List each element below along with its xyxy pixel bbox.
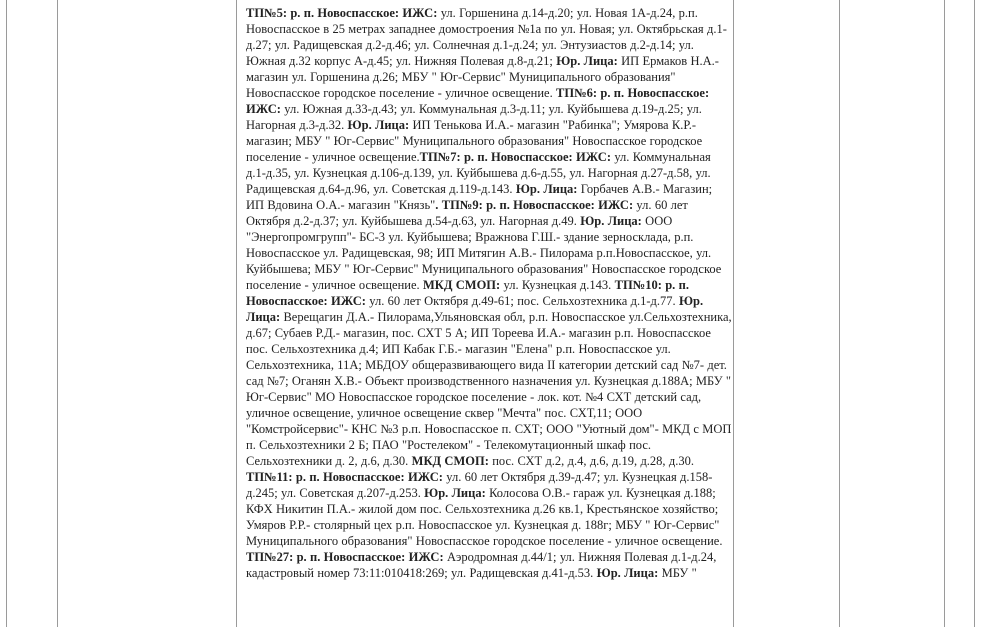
body-text: пос. СХТ д.2, д.4, д.6, д.19, д.28, д.30. xyxy=(488,454,694,468)
body-text: ул. Горшенина д.14-д.20; ул. Новая 1А-д.24, р.п. Новоспасское в 25 метрах западнее домостроения №1а по ул. Новая; ул. Октябрьская д.1-д.27; ул. Радищевская д.2-д.46; ул. Солнечная д.1-д.24; ул. Энтузиастов д.2-д.14; ул. Южная д.32 корпус А-д.45; ул. Нижняя Полевая д.8-д.21; xyxy=(246,6,727,68)
body-text: Горбачев А.В.- Магазин; ИП Вдовина О.А.- магазин "Князь" xyxy=(246,182,713,212)
table-border-right xyxy=(974,0,975,627)
body-text: Аэродромная д.44/1; ул. Нижняя Полевая д.1-д.24, кадастровый номер 73:11:010418:269; ул. Радищевская д.41-д.53. xyxy=(246,550,717,580)
bold-heading-text: ТП№27: р. п. Новоспасское: ИЖС: xyxy=(246,550,444,564)
table-column-divider xyxy=(944,0,945,627)
body-text: ул. 60 лет Октября д.49-61; пос. Сельхозтехника д.1-д.77. xyxy=(365,294,679,308)
body-text: ул. Южная д.33-д.43; ул. Коммунальная д.3-д.11; ул. Куйбышева д.19-д.25; ул. Нагорная д.3-д.32. xyxy=(246,102,702,132)
table-column-divider xyxy=(236,0,237,627)
body-text: Колосова О.В.- гараж ул. Кузнецкая д.188; КФХ Никитин П.А.- жилой дом пос. Сельхозтехника д.26 кв.1, Крестьянское хозяйство; Умяров Р.Р.- столярный цех р.п. Новоспасское ул. Кузнецкая д. 188г; МБУ " Юг-Сервис" Муниципального образования" Новоспасское городское поселение - уличное освещение. xyxy=(246,486,723,548)
bold-heading-text: Юр. Лица: xyxy=(596,566,659,580)
table-column-divider xyxy=(839,0,840,627)
bold-heading-text: МКД СМОП: xyxy=(411,454,489,468)
bold-heading-text: ТП№10: р. п. Новоспасское: ИЖС: xyxy=(246,278,689,308)
bold-heading-text: Юр. Лица: xyxy=(556,54,618,68)
table-border-left xyxy=(6,0,7,627)
bold-heading-text: ТП№7: р. п. Новоспасское: ИЖС: xyxy=(419,150,611,164)
bold-heading-text: ТП№6: р. п. Новоспасское: ИЖС: xyxy=(246,86,710,116)
body-text: ИП Тенькова И.А.- магазин "Рабинка"; Умярова К.Р.- магазин; МБУ " Юг-Сервис" Муниципального образования" Новоспасское городское поселение - уличное освещение. xyxy=(246,118,703,164)
bold-heading-text: ТП№5: р. п. Новоспасское: ИЖС: xyxy=(246,6,438,20)
bold-heading-text: МКД СМОП: xyxy=(422,278,501,292)
table-column-divider xyxy=(733,0,734,627)
table-column-divider xyxy=(57,0,58,627)
bold-heading-text: ТП№11: р. п. Новоспасское: ИЖС: xyxy=(246,470,443,484)
bold-heading-text: Юр. Лица: xyxy=(515,182,578,196)
body-text: Верещагин Д.А.- Пилорама,Ульяновская обл, р.п. Новоспасское ул.Сельхозтехника, д.67; Субаев Р.Д.- магазин, пос. СХТ 5 А; ИП Тореева И.А.- магазин р.п. Новоспасское пос. Сельхозтехника д.4; ИП Кабак Г.Б.- магазин "Елена" р.п. Новоспасское ул. Сельхозтехника, 11А; МБДОУ общеразвивающего вида II категории детский сад №7- дет. сад №7; Оганян Х.В.- Объект производственного назначения ул. Кузнецкая д.188А; МБУ " Юг-Сервис" МО Новоспасское городское поселение - лок. кот. №4 СХТ детский сад, уличное освещение, уличное освещение сквер "Мечта" пос. СХТ,11; ООО "Комстройсервис"- КНС №3 р.п. Новоспасское п. СХТ; ООО "Уютный дом"- МКД с МОП п. Сельхозтехники 2 Б; ПАО "Ростелеком" - Телекомутационный шкаф пос. Сельхозтехники д. 2, д.6, д.30. xyxy=(246,310,732,468)
bold-heading-text: Юр. Лица: xyxy=(580,214,642,228)
bold-heading-text: Юр. Лица: xyxy=(347,118,410,132)
bold-heading-text: Юр. Лица: xyxy=(246,294,704,324)
body-text: ул. 60 лет Октября д.39-д.47; ул. Кузнецкая д.158-д.245; ул. Советская д.207-д.253. xyxy=(246,470,713,500)
description-cell xyxy=(240,0,732,581)
bold-heading-text: . ТП№9: р. п. Новоспасское: ИЖС: xyxy=(435,198,634,212)
body-text: ООО "Энергопромгрупп"- БС-3 ул. Куйбышева; Вражнова Г.Ш.- здание зерносклада, р.п. Новоспасское ул. Радищевская, 98; ИП Митягин А.В.- Пилорама р.п.Новоспасское, ул. Куйбышева; МБУ " Юг-Сервис" Муниципального образования" Новоспасское городское поселение - уличное освещение. xyxy=(246,214,722,292)
body-text: ИП Ермаков Н.А.- магазин ул. Горшенина д.26; МБУ " Юг-Сервис" Муниципального образования" Новоспасское городское поселение - уличное освещение. xyxy=(246,54,719,100)
body-text: ул. 60 лет Октября д.2-д.37; ул. Куйбышева д.54-д.63, ул. Нагорная д.49. xyxy=(246,198,688,228)
body-text: ул. Коммунальная д.1-д.35, ул. Кузнецкая д.106-д.139, ул. Куйбышева д.6-д.55, ул. Нагорная д.27-д.58, ул. Радищевская д.64-д.96, ул. Советская д.119-д.143. xyxy=(246,150,711,196)
description-paragraph xyxy=(246,5,732,581)
bold-heading-text: Юр. Лица: xyxy=(424,486,486,500)
body-text: ул. Кузнецкая д.143. xyxy=(500,278,615,292)
body-text: МБУ " xyxy=(658,566,697,580)
